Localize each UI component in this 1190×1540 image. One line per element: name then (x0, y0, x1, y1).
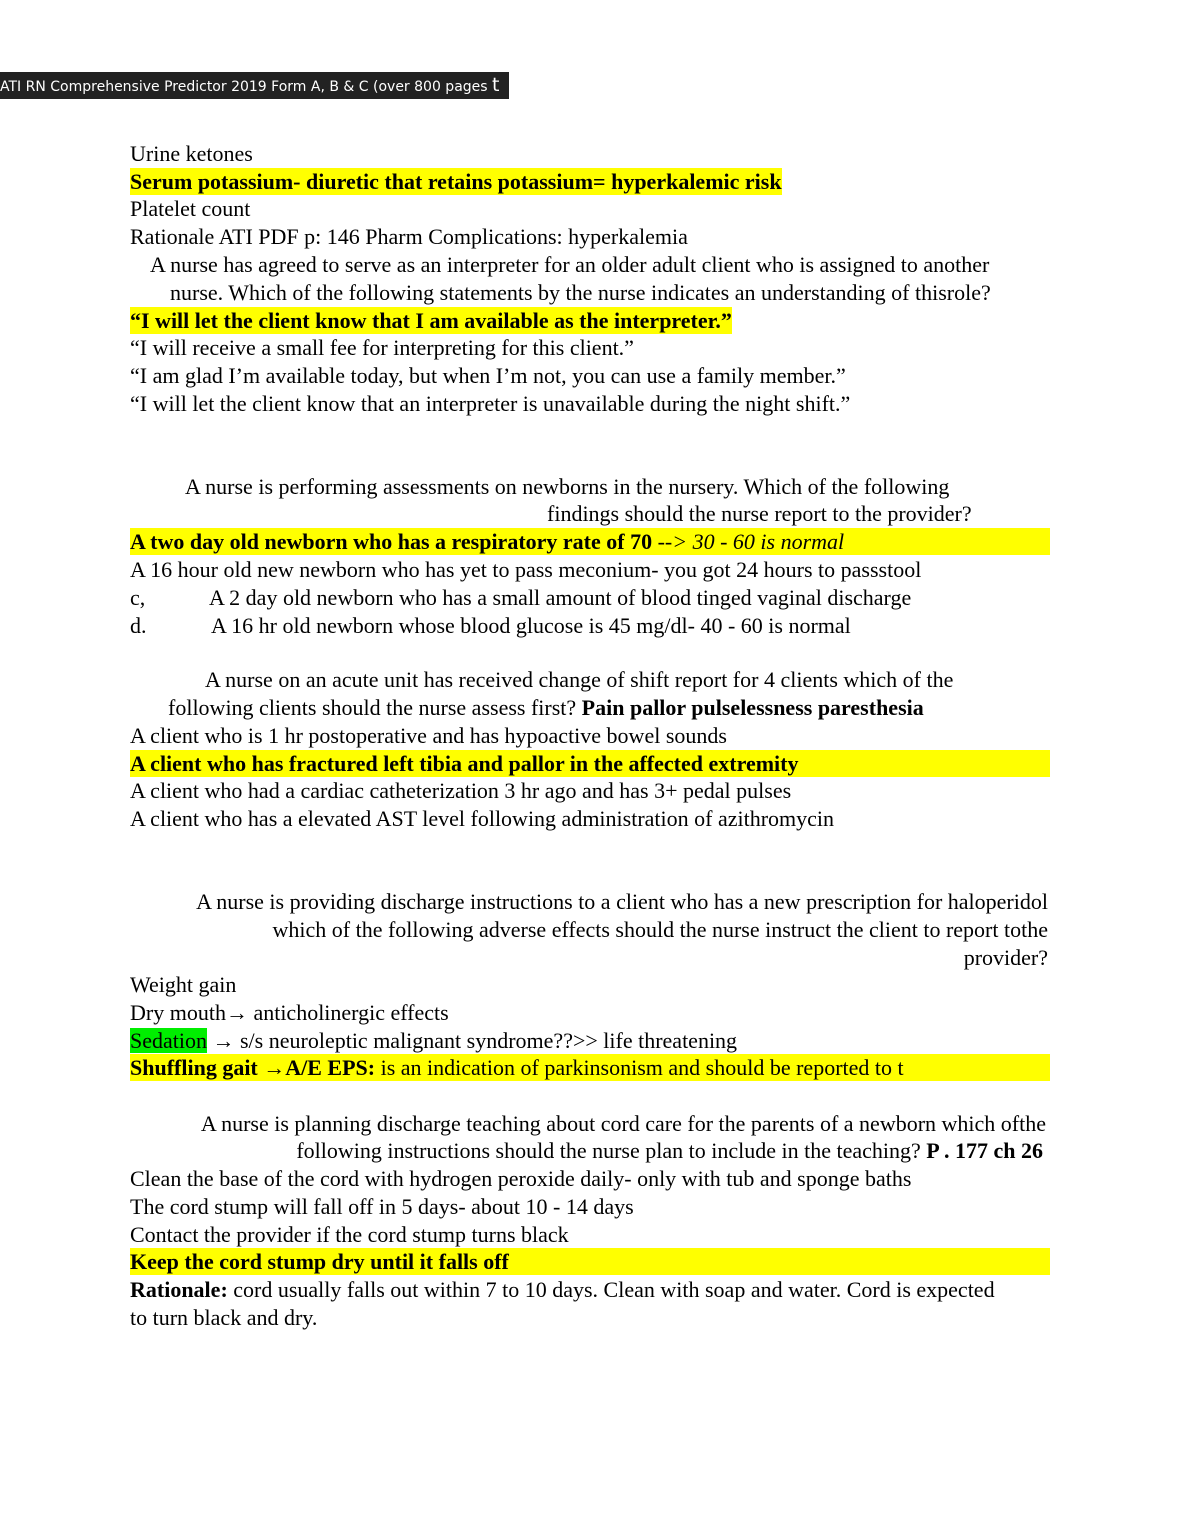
banner-tail: t (492, 74, 500, 96)
q6-option-d-text: Keep the cord stump dry until it falls off (130, 1249, 509, 1274)
q5-stem-line3: provider? (963, 945, 1048, 970)
q2-option-b: “I will receive a small fee for interpreting for this client.” (130, 335, 634, 360)
q1-option-b-text: Serum potassium- diuretic that retains potassium= hyperkalemic risk (130, 169, 782, 194)
q6-option-c: Contact the provider if the cord stump turns black (130, 1222, 569, 1247)
q3-option-c-letter: c, (130, 585, 146, 610)
q3-option-a-note: --> 30 - 60 is normal (657, 529, 845, 554)
q6-stem-line2 (296, 1137, 1043, 1164)
q3-stem-line2: findings should the nurse report to the provider? (547, 501, 972, 526)
q6-stem-line2-text: following instructions should the nurse plan to include in the teaching? (296, 1138, 921, 1163)
q6-option-d-answer (130, 1248, 509, 1275)
q6-option-b: The cord stump will fall off in 5 days- about 10 - 14 days (130, 1194, 634, 1219)
q5-stem-line1: A nurse is providing discharge instructions to a client who has a new prescription for haloperidol (196, 889, 1048, 914)
q1-option-a: Urine ketones (130, 141, 253, 166)
q2-stem-line1: A nurse has agreed to serve as an interpreter for an older adult client who is assigned to another (150, 252, 990, 277)
q4-option-b-answer (130, 750, 798, 777)
q3-option-c: A 2 day old newborn who has a small amount of blood tinged vaginal discharge (209, 585, 912, 610)
q4-stem-line2 (168, 694, 924, 721)
q1-rationale: Rationale ATI PDF p: 146 Pharm Complications: hyperkalemia (130, 224, 688, 249)
q6-rationale-text: cord usually falls out within 7 to 10 days. Clean with soap and water. Cord is expected (227, 1277, 995, 1302)
q5-option-d-answer (130, 1054, 904, 1081)
q4-option-b-text: A client who has fractured left tibia and pallor in the affected extremity (130, 751, 799, 776)
banner-title: ATI RN Comprehensive Predictor 2019 Form A, B & C (over 800 pages (0, 79, 488, 95)
q5-option-c-rest: → s/s neuroleptic malignant syndrome??>> life threatening (207, 1028, 738, 1053)
q6-option-a: Clean the base of the cord with hydrogen peroxide daily- only with tub and sponge baths (130, 1166, 912, 1191)
q4-stem-line2-text: following clients should the nurse assess first? (168, 695, 577, 720)
q2-option-d: “I will let the client know that an interpreter is unavailable during the night shift.” (130, 391, 851, 416)
q5-option-c (130, 1027, 737, 1054)
q3-stem-line1: A nurse is performing assessments on newborns in the nursery. Which of the following (185, 474, 950, 499)
q6-rationale-label: Rationale: (130, 1277, 228, 1302)
q3-option-d: A 16 hr old newborn whose blood glucose is 45 mg/dl- 40 - 60 is normal (211, 613, 851, 638)
q1-option-c: Platelet count (130, 196, 251, 221)
q6-stem-line1: A nurse is planning discharge teaching about cord care for the parents of a newborn which ofthe (200, 1111, 1046, 1136)
document-title-banner (0, 72, 509, 99)
q6-rationale-line2: to turn black and dry. (130, 1305, 318, 1330)
q4-option-d: A client who has a elevated AST level following administration of azithromycin (130, 806, 835, 831)
q3-option-b: A 16 hour old new newborn who has yet to pass meconium- you got 24 hours to passstool (130, 557, 922, 582)
q3-option-a-answer (130, 528, 844, 555)
q3-option-d-letter: d. (130, 613, 147, 638)
q4-option-a: A client who is 1 hr postoperative and has hypoactive bowel sounds (130, 723, 727, 748)
q6-rationale-line1 (130, 1276, 995, 1303)
q5-option-a: Weight gain (130, 972, 237, 997)
q5-option-d-bold: Shuffling gait →A/E EPS: (130, 1055, 376, 1080)
q2-option-c: “I am glad I’m available today, but when I’m not, you can use a family member.” (130, 363, 846, 388)
q5-option-d-rest: is an indication of parkinsonism and should be reported to t (375, 1055, 904, 1080)
q2-option-a-text: “I will let the client know that I am available as the interpreter.” (130, 308, 732, 333)
q4-stem-line1: A nurse on an acute unit has received change of shift report for 4 clients which of the (205, 667, 954, 692)
q5-stem-line2: which of the following adverse effects should the nurse instruct the client to report tothe (272, 917, 1048, 942)
q6-page-reference: P . 177 ch 26 (926, 1138, 1043, 1163)
q1-option-b-answer (130, 168, 782, 195)
q5-option-b: Dry mouth→ anticholinergic effects (130, 1000, 449, 1025)
q4-option-c: A client who had a cardiac catheterization 3 hr ago and has 3+ pedal pulses (130, 778, 792, 803)
q2-stem-line2: nurse. Which of the following statements by the nurse indicates an understanding of thisrole? (170, 280, 991, 305)
q2-option-a-answer (130, 307, 732, 334)
q5-option-c-highlight: Sedation (130, 1028, 207, 1053)
q3-option-a-text: A two day old newborn who has a respiratory rate of 70 (130, 529, 653, 554)
q4-stem-mnemonic: Pain pallor pulselessness paresthesia (581, 695, 924, 720)
